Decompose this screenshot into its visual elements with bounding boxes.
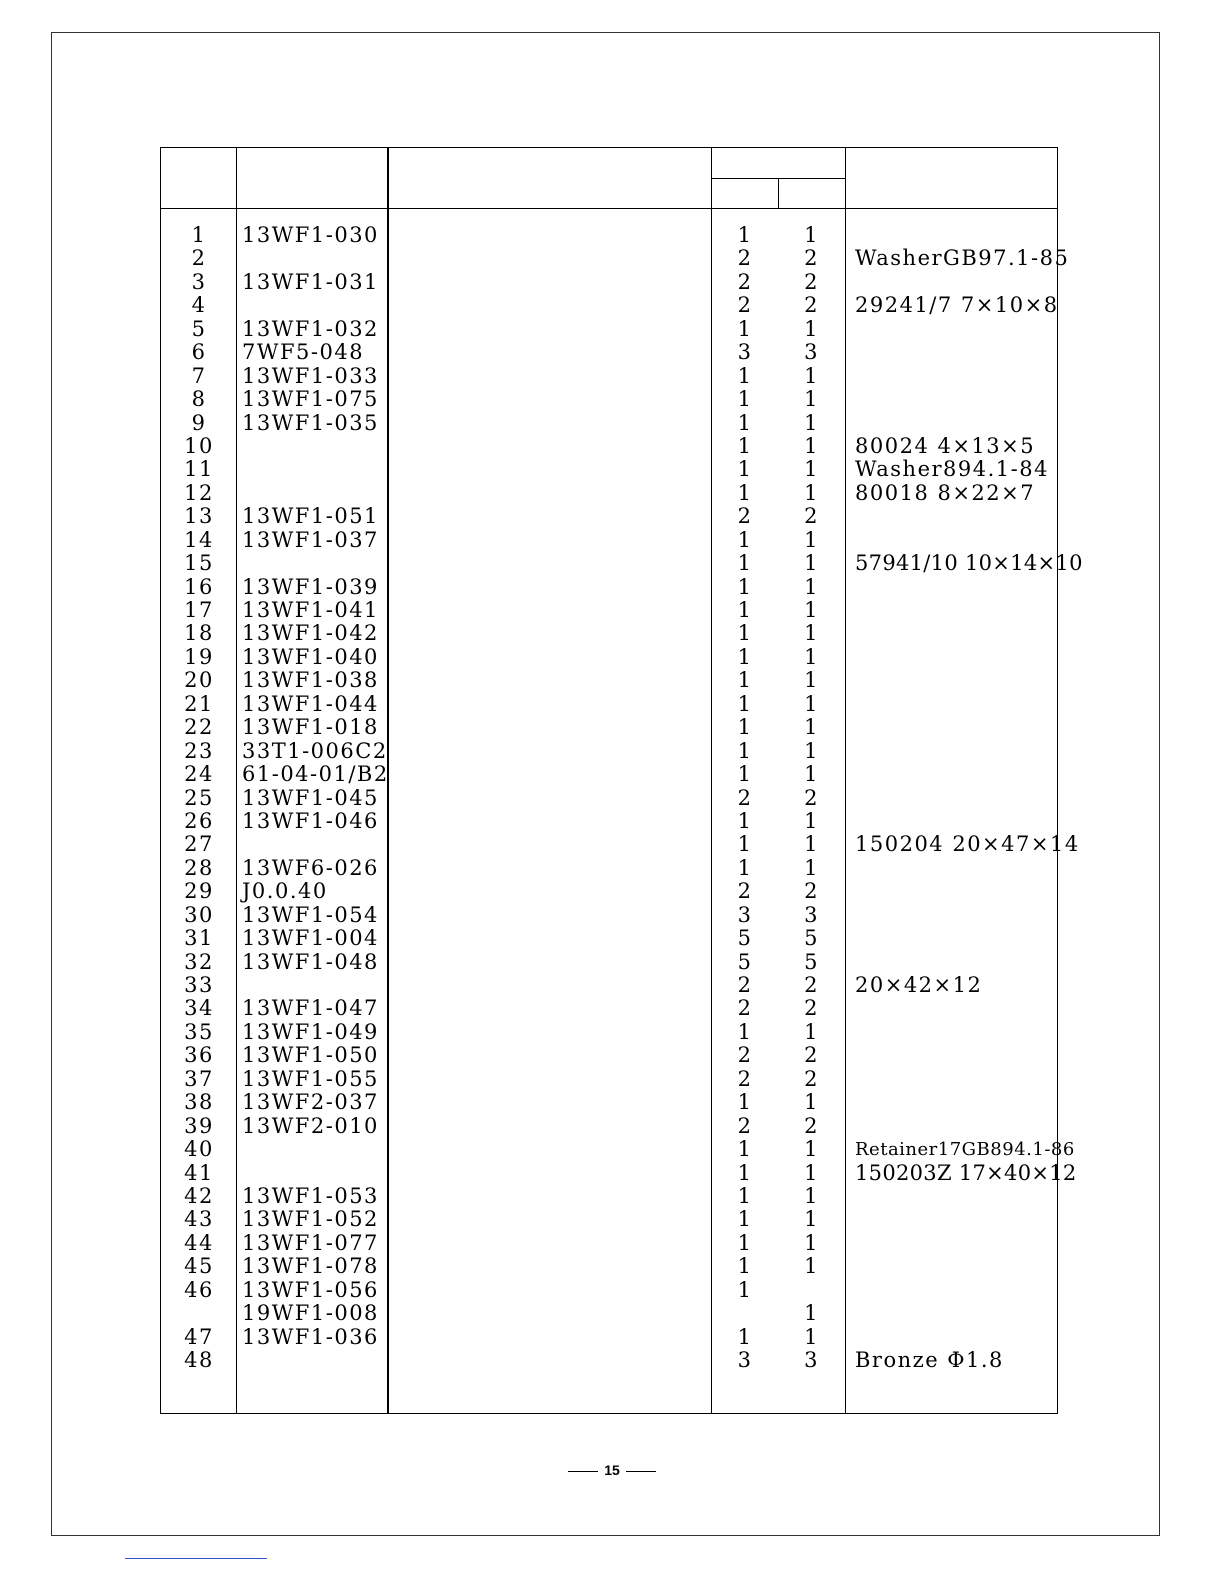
quantity-1: 1 — [737, 598, 753, 622]
part-code: 13WF1-042 — [242, 621, 379, 646]
table-row — [161, 341, 1059, 364]
table-row — [161, 857, 1059, 880]
part-code: 13WF1-045 — [242, 785, 379, 810]
table-row — [161, 246, 1070, 271]
quantity-1: 1 — [737, 1277, 753, 1302]
table-row — [161, 951, 1059, 974]
quantity-1: 1 — [737, 316, 753, 341]
quantity-2: 1 — [804, 1090, 819, 1115]
item-number: 11 — [184, 457, 214, 482]
part-code: 13WF1-075 — [242, 387, 379, 412]
table-row — [161, 763, 1059, 786]
table-row — [161, 551, 1083, 576]
quantity-2: 1 — [804, 598, 819, 622]
quantity-2: 1 — [804, 762, 819, 787]
item-number: 39 — [184, 1113, 214, 1138]
table-body — [161, 223, 1083, 1372]
quantity-2: 2 — [804, 246, 819, 271]
table-row — [161, 740, 1059, 763]
quantity-1: 2 — [737, 293, 753, 318]
table-row — [161, 927, 1059, 950]
quantity-2: 2 — [804, 1043, 819, 1068]
part-code: 13WF1-047 — [242, 996, 379, 1021]
item-number: 21 — [184, 691, 214, 716]
quantity-2: 1 — [804, 1230, 819, 1255]
table-row — [161, 1349, 1059, 1372]
table-row — [161, 880, 1059, 903]
part-code: 13WF1-004 — [242, 926, 379, 951]
quantity-2: 1 — [804, 551, 819, 576]
quantity-2: 2 — [804, 293, 819, 318]
quantity-2: 1 — [804, 691, 819, 716]
item-number: 20 — [184, 668, 214, 693]
item-number: 3 — [191, 269, 207, 294]
quantity-1: 2 — [737, 973, 753, 997]
quantity-1: 1 — [737, 433, 753, 458]
part-code: 7WF5-048 — [242, 340, 365, 365]
quantity-1: 2 — [737, 785, 753, 810]
quantity-2: 5 — [804, 926, 819, 951]
item-number: 47 — [184, 1324, 214, 1349]
quantity-2: 1 — [804, 316, 819, 341]
quantity-2: 1 — [804, 1324, 819, 1349]
table-row — [161, 1044, 1059, 1067]
quantity-2: 1 — [804, 668, 819, 693]
table-row — [161, 576, 1059, 599]
quantity-2: 1 — [804, 363, 819, 388]
item-number: 18 — [184, 621, 214, 646]
quantity-1: 1 — [737, 1137, 753, 1162]
quantity-1: 1 — [737, 1230, 753, 1255]
item-number: 44 — [184, 1230, 214, 1255]
table-row — [161, 224, 1059, 247]
item-number: 5 — [191, 316, 207, 341]
item-number: 23 — [184, 738, 214, 763]
part-code: 13WF1-040 — [242, 644, 379, 669]
table-row — [161, 482, 1059, 505]
part-code: 13WF1-055 — [242, 1066, 379, 1091]
table-row — [161, 294, 1059, 317]
remark: 150203Z 17×40×12 — [855, 1160, 1077, 1185]
table-row — [161, 1208, 1059, 1231]
quantity-1: 1 — [737, 1207, 753, 1232]
part-code: 13WF2-037 — [242, 1090, 379, 1115]
item-number: 48 — [184, 1348, 214, 1372]
quantity-2: 1 — [804, 855, 819, 880]
quantity-2: 2 — [804, 1066, 819, 1091]
part-code: 13WF1-044 — [242, 691, 379, 716]
table-row — [161, 1068, 1059, 1091]
part-code: 13WF1-051 — [242, 504, 379, 529]
table-row — [161, 1232, 1059, 1255]
quantity-2: 1 — [804, 1137, 819, 1162]
part-code: 61-04-01/B2 — [242, 762, 389, 787]
quantity-1: 1 — [737, 832, 753, 857]
item-number: 27 — [184, 832, 214, 857]
remark: 80018 8×22×7 — [855, 480, 1036, 505]
item-number: 33 — [184, 973, 214, 997]
remark: 150204 20×47×14 — [855, 832, 1080, 857]
part-code: 13WF1-053 — [242, 1183, 379, 1208]
part-code: 13WF1-052 — [242, 1207, 379, 1232]
quantity-2: 1 — [804, 433, 819, 458]
quantity-1: 1 — [737, 480, 753, 505]
item-number: 2 — [191, 246, 207, 271]
quantity-2: 2 — [804, 1113, 819, 1138]
quantity-1: 1 — [737, 855, 753, 880]
part-code: 13WF1-036 — [242, 1324, 379, 1349]
quantity-1: 1 — [737, 762, 753, 787]
quantity-1: 1 — [737, 551, 753, 576]
quantity-1: 1 — [737, 223, 753, 247]
part-code: 13WF1-038 — [242, 668, 379, 693]
table-row — [161, 787, 1059, 810]
quantity-2: 1 — [804, 715, 819, 740]
quantity-header-divider — [778, 178, 779, 209]
quantity-1: 1 — [737, 1019, 753, 1044]
item-number: 40 — [184, 1137, 214, 1162]
part-code: 13WF1-031 — [242, 269, 379, 294]
quantity-2: 1 — [804, 1301, 819, 1326]
quantity-1: 1 — [737, 1324, 753, 1349]
quantity-1: 5 — [737, 949, 753, 974]
quantity-1: 1 — [737, 691, 753, 716]
item-number: 6 — [191, 340, 207, 365]
item-number: 9 — [191, 410, 207, 435]
part-code: 13WF1-033 — [242, 363, 379, 388]
item-number: 46 — [184, 1277, 214, 1302]
quantity-1: 2 — [737, 504, 753, 529]
quantity-1: 1 — [737, 808, 753, 833]
part-code: 33T1-006C2 — [242, 738, 388, 763]
part-code: 13WF1-039 — [242, 574, 379, 599]
remark: 20×42×12 — [855, 973, 983, 997]
remark: Bronze Φ1.8 — [855, 1348, 1004, 1372]
table-row — [161, 599, 1059, 622]
quantity-2: 1 — [804, 1183, 819, 1208]
item-number: 15 — [184, 551, 214, 576]
quantity-1: 1 — [737, 621, 753, 646]
quantity-1: 1 — [737, 527, 753, 552]
table-row — [161, 1279, 1059, 1302]
table-row — [161, 1302, 1059, 1325]
item-number: 31 — [184, 926, 214, 951]
quantity-2: 1 — [804, 223, 819, 247]
quantity-2: 3 — [804, 1348, 819, 1372]
quantity-1: 3 — [737, 340, 753, 365]
table-row — [161, 669, 1059, 692]
part-code: 19WF1-008 — [242, 1301, 379, 1326]
quantity-1: 5 — [737, 926, 753, 951]
item-number: 12 — [184, 480, 214, 505]
table-row — [161, 529, 1059, 552]
quantity-1: 1 — [737, 644, 753, 669]
item-number: 35 — [184, 1019, 214, 1044]
quantity-2: 1 — [804, 1019, 819, 1044]
part-code: 13WF1-046 — [242, 808, 379, 833]
part-code: 13WF6-026 — [242, 855, 379, 880]
quantity-2: 2 — [804, 996, 819, 1021]
item-number: 34 — [184, 996, 214, 1021]
quantity-1: 1 — [737, 738, 753, 763]
part-code: 13WF1-018 — [242, 715, 379, 740]
table-row — [161, 318, 1059, 341]
table-row — [161, 1021, 1059, 1044]
page-footer — [0, 1462, 1224, 1478]
quantity-1: 1 — [737, 410, 753, 435]
quantity-1: 1 — [737, 715, 753, 740]
part-code: 13WF2-010 — [242, 1113, 379, 1138]
remark: 80024 4×13×5 — [855, 433, 1036, 458]
table-row — [161, 646, 1059, 669]
part-code: 13WF1-078 — [242, 1254, 379, 1279]
quantity-2: 2 — [804, 973, 819, 997]
quantity-1: 1 — [737, 1183, 753, 1208]
part-code: 13WF1-048 — [242, 949, 379, 974]
table-row — [161, 271, 1059, 294]
page-number: 15 — [604, 1462, 620, 1478]
part-code: J0.0.40 — [242, 879, 328, 904]
quantity-1: 2 — [737, 269, 753, 294]
table-row — [161, 388, 1059, 411]
part-code: 13WF1-037 — [242, 527, 379, 552]
quantity-2: 1 — [804, 574, 819, 599]
quantity-1: 3 — [737, 902, 753, 927]
quantity-2: 2 — [804, 269, 819, 294]
quantity-2: 1 — [804, 527, 819, 552]
quantity-1: 2 — [737, 996, 753, 1021]
table-row — [161, 904, 1059, 927]
quantity-2: 1 — [804, 1207, 819, 1232]
quantity-1: 2 — [737, 1043, 753, 1068]
quantity-2: 1 — [804, 621, 819, 646]
item-number: 42 — [184, 1183, 214, 1208]
part-code: 13WF1-035 — [242, 410, 379, 435]
quantity-1: 1 — [737, 1160, 753, 1185]
item-number: 1 — [191, 223, 207, 247]
item-number: 30 — [184, 902, 214, 927]
table-row — [161, 1185, 1059, 1208]
footer-dash-right — [626, 1471, 656, 1472]
item-number: 24 — [184, 762, 214, 787]
part-code: 13WF1-041 — [242, 598, 379, 622]
quantity-2: 2 — [804, 504, 819, 529]
table-row — [161, 974, 1059, 997]
item-number: 22 — [184, 715, 214, 740]
item-number: 45 — [184, 1254, 214, 1279]
quantity-2: 1 — [804, 1254, 819, 1279]
quantity-2: 1 — [804, 832, 819, 857]
item-number: 29 — [184, 879, 214, 904]
table-row — [161, 716, 1059, 739]
quantity-2: 2 — [804, 879, 819, 904]
part-code: 13WF1-077 — [242, 1230, 379, 1255]
bottom-link-underline[interactable] — [125, 1558, 267, 1559]
quantity-1: 1 — [737, 457, 753, 482]
item-number: 36 — [184, 1043, 214, 1068]
header-bottom-rule — [161, 208, 1057, 209]
part-code: 13WF1-049 — [242, 1019, 379, 1044]
quantity-2: 1 — [804, 410, 819, 435]
part-code: 13WF1-054 — [242, 902, 379, 927]
quantity-1: 1 — [737, 1090, 753, 1115]
quantity-1: 1 — [737, 1254, 753, 1279]
quantity-2: 1 — [804, 387, 819, 412]
table-row — [161, 810, 1059, 833]
table-row — [161, 1137, 1075, 1162]
table-row — [161, 365, 1059, 388]
remark: 29241/7 7×10×8 — [855, 293, 1059, 318]
footer-dash-left — [568, 1471, 598, 1472]
quantity-2: 1 — [804, 738, 819, 763]
item-number: 41 — [184, 1160, 214, 1185]
item-number: 7 — [191, 363, 207, 388]
item-number: 16 — [184, 574, 214, 599]
part-code: 13WF1-056 — [242, 1277, 379, 1302]
item-number: 32 — [184, 949, 214, 974]
quantity-2: 1 — [804, 1160, 819, 1185]
remark: Retainer17GB894.1-86 — [855, 1139, 1075, 1161]
item-number: 19 — [184, 644, 214, 669]
quantity-1: 3 — [737, 1348, 753, 1372]
item-number: 26 — [184, 808, 214, 833]
quantity-1: 1 — [737, 668, 753, 693]
parts-table — [160, 147, 1083, 1414]
quantity-2: 1 — [804, 644, 819, 669]
table-row — [161, 435, 1059, 458]
table-row — [161, 458, 1059, 481]
quantity-2: 1 — [804, 808, 819, 833]
item-number: 4 — [191, 293, 207, 318]
quantity-1: 1 — [737, 387, 753, 412]
table-row — [161, 1255, 1059, 1278]
quantity-2: 1 — [804, 457, 819, 482]
table-row — [161, 693, 1059, 716]
table-row — [161, 412, 1059, 435]
quantity-2: 5 — [804, 949, 819, 974]
quantity-2: 3 — [804, 340, 819, 365]
quantity-2: 3 — [804, 902, 819, 927]
quantity-1: 1 — [737, 574, 753, 599]
item-number: 8 — [191, 387, 207, 412]
table-row — [161, 832, 1080, 857]
quantity-1: 2 — [737, 246, 753, 271]
item-number: 28 — [184, 855, 214, 880]
item-number: 38 — [184, 1090, 214, 1115]
quantity-1: 2 — [737, 1113, 753, 1138]
item-number: 17 — [184, 598, 214, 622]
table-row — [161, 622, 1059, 645]
table-row — [161, 1091, 1059, 1114]
table-row — [161, 505, 1059, 528]
table-row — [161, 1115, 1059, 1138]
table-row — [161, 1326, 1059, 1349]
remark: Washer894.1-84 — [855, 457, 1049, 482]
item-number: 13 — [184, 504, 214, 529]
remark: 57941/10 10×14×10 — [855, 551, 1083, 576]
table-row — [161, 997, 1059, 1020]
item-number: 10 — [184, 433, 214, 458]
item-number: 25 — [184, 785, 214, 810]
table-row — [161, 1160, 1077, 1185]
quantity-1: 2 — [737, 1066, 753, 1091]
item-number: 37 — [184, 1066, 214, 1091]
quantity-2: 1 — [804, 480, 819, 505]
quantity-1: 2 — [737, 879, 753, 904]
part-code: 13WF1-030 — [242, 223, 379, 247]
part-code: 13WF1-050 — [242, 1043, 379, 1068]
quantity-1: 1 — [737, 363, 753, 388]
remark: WasherGB97.1-85 — [855, 246, 1070, 271]
item-number: 43 — [184, 1207, 214, 1232]
part-code: 13WF1-032 — [242, 316, 379, 341]
item-number: 14 — [184, 527, 214, 552]
quantity-2: 2 — [804, 785, 819, 810]
